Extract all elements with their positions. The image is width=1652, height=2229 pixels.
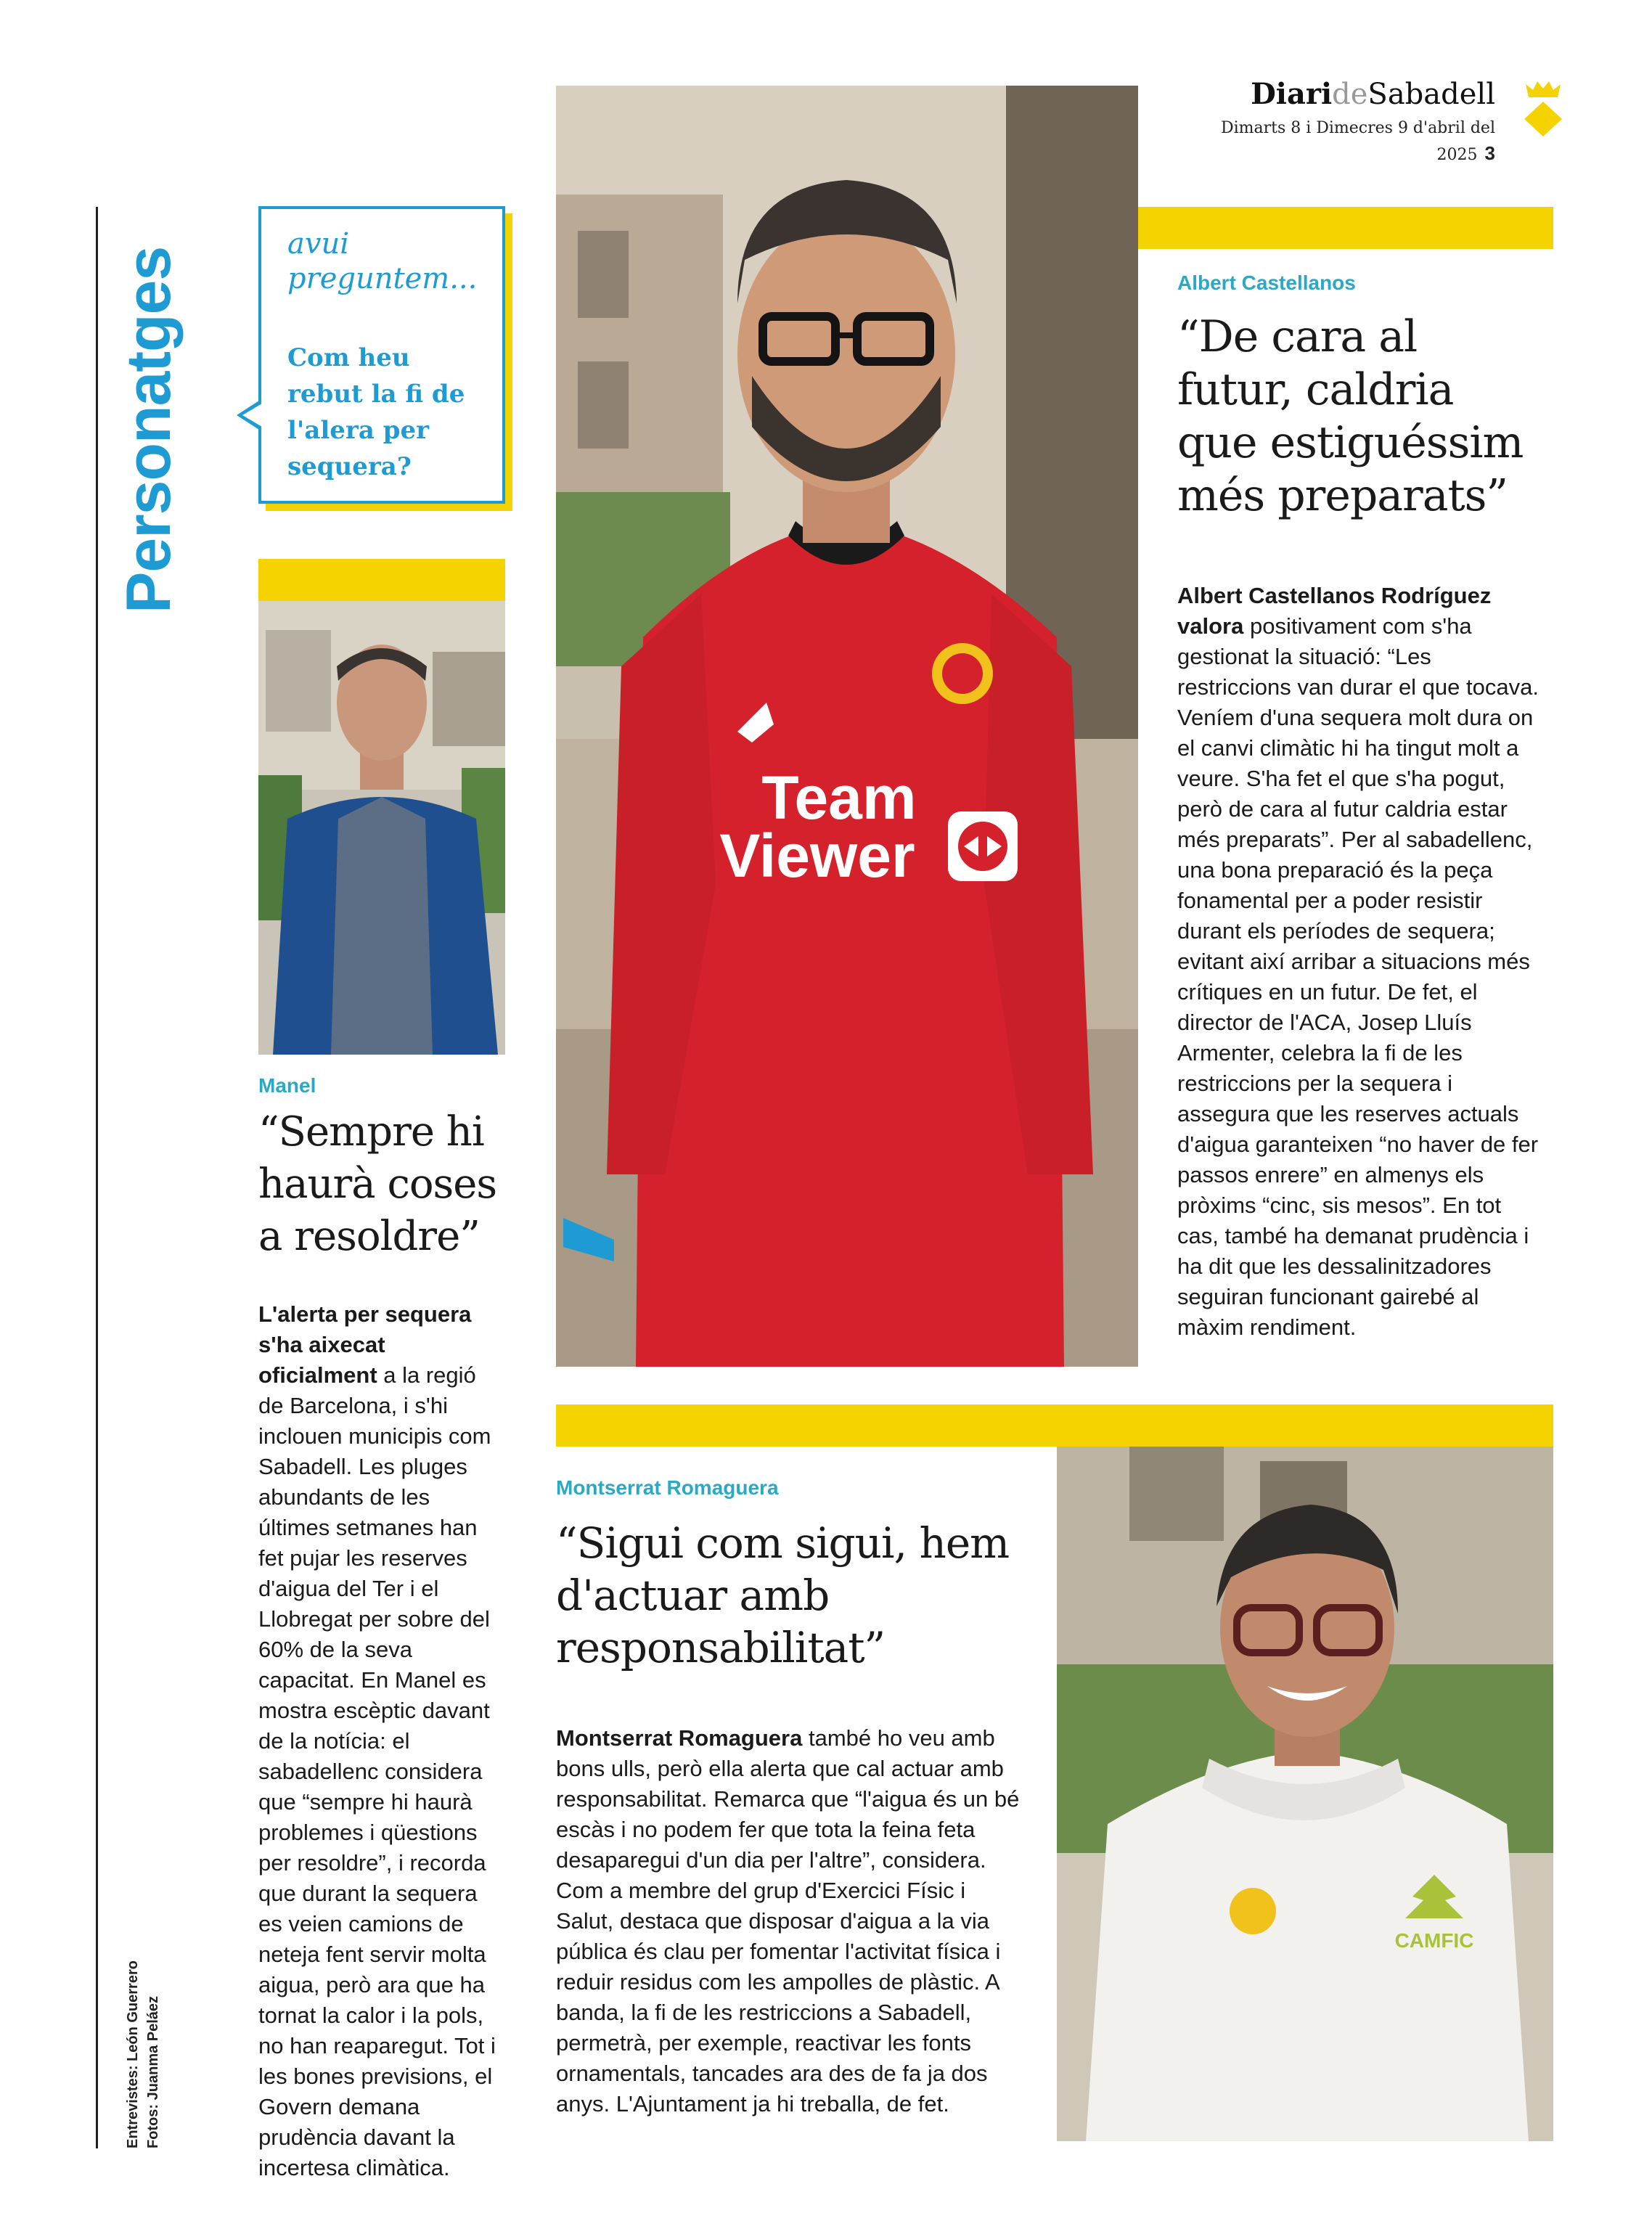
question-intro-line1: avui bbox=[287, 227, 349, 261]
body-albert bbox=[1177, 581, 1540, 1343]
question-box bbox=[258, 206, 505, 504]
body-montserrat bbox=[556, 1723, 1021, 2119]
body-albert-text: positivament com s'ha gestionat la situació: “Les restriccions van durar el que tocava. Veníem d'una sequera molt dura on el canvi climàtic hi ha tingut molt a veure. S'ha fet el que s'ha pogut, però de cara al futur caldria estar més preparats”. Per al sabadellenc, una bona preparació és la peça fonamental per a poder resistir durant els períodes de sequera; evitant així arribar a situacions més crítiques en un futur. De fet, el director de l'ACA, Josep Lluís Armenter, celebra la fi de les restriccions per la sequera i assegura que les reserves actuals d'aigua garanteixen “no haver de fer passos enrere” en almenys els pròxims “cinc, sis mesos”. En tot cas, també ha demanat prudència i ha dit que les dessalinitzadores seguiran funcionant gairebé al màxim rendiment. bbox=[1177, 613, 1539, 1340]
newspaper-name bbox=[1161, 78, 1495, 110]
yellow-bar-montserrat bbox=[556, 1404, 1553, 1447]
quote-montserrat: “Sigui com sigui, hem d'actuar amb responsabilitat” bbox=[556, 1518, 1010, 1672]
name-manel: Manel bbox=[258, 1074, 316, 1097]
photo-manel bbox=[258, 601, 505, 1055]
name-montserrat: Montserrat Romaguera bbox=[556, 1476, 779, 1499]
sabadell-crest-icon bbox=[1523, 80, 1563, 138]
quote-albert: “De cara al futur, caldria que estiguéssim més preparats” bbox=[1177, 311, 1524, 521]
shirt-sponsor-line1: Team bbox=[761, 764, 917, 832]
question-intro-line2: preguntem... bbox=[287, 262, 478, 295]
brand-sabadell: Sabadell bbox=[1367, 78, 1495, 111]
page-number: 3 bbox=[1484, 142, 1495, 164]
credits-interviews: Entrevistes: León Guerrero bbox=[125, 1960, 141, 2148]
speech-tail-inner bbox=[242, 404, 262, 427]
brand-diari: Diari bbox=[1251, 77, 1333, 111]
body-manel-lead: L'alerta per sequera s'ha aixecat oficialment bbox=[258, 1301, 472, 1388]
hoodie-logo-text: CAMFIC bbox=[1394, 1929, 1474, 1952]
body-manel bbox=[258, 1299, 505, 2183]
question-intro bbox=[287, 226, 498, 296]
shirt-sponsor-line2: Viewer bbox=[719, 822, 915, 890]
section-label-text: Personatges bbox=[114, 246, 184, 613]
credits-photos: Fotos: Juanma Peláez bbox=[145, 1995, 161, 2148]
body-albert-lead: Albert Castellanos Rodríguez valora bbox=[1177, 583, 1492, 639]
issue-date: Dimarts 8 i Dimecres 9 d'abril del 2025 bbox=[1220, 119, 1495, 164]
issue-date-line bbox=[1161, 116, 1495, 168]
body-manel-text: a la regió de Barcelona, i s'hi inclouen municipis com Sabadell. Les pluges abundants de les últimes setmanes han fet pujar les reserves d'aigua del Ter i el Llobregat per sobre del 60% de la seva capacitat. En Manel es mostra escèptic davant de la notícia: el sabadellenc considera que “sempre hi haurà problemes i qüestions per resoldre”, i recorda que durant la sequera es veien camions de neteja fent servir molta aigua, però ara que ha tornat la calor i la pols, no han reaparegut. Tot i les bones previsions, el Govern demana prudència davant la incertesa climàtica. bbox=[258, 1362, 496, 2180]
name-albert: Albert Castellanos bbox=[1177, 271, 1356, 294]
masthead bbox=[1161, 78, 1495, 168]
credits bbox=[122, 1894, 173, 2148]
section-rule bbox=[96, 207, 98, 2148]
photo-albert bbox=[556, 86, 1138, 1367]
brand-de: de bbox=[1332, 78, 1368, 111]
yellow-bar-albert bbox=[1138, 207, 1553, 249]
body-montserrat-lead: Montserrat Romaguera bbox=[556, 1725, 803, 1751]
photo-montserrat bbox=[1057, 1447, 1553, 2141]
yellow-bar-manel bbox=[258, 559, 505, 601]
question-text: Com heu rebut la fi de l'alera per sequera? bbox=[287, 343, 465, 481]
body-montserrat-text: també ho veu amb bons ulls, però ella alerta que cal actuar amb responsabilitat. Remarca que “l'aigua és un bé escàs i no podem fer que tota la feina feta desaparegui d'un dia per l'altre”, considera. Com a membre del grup d'Exercici Físic i Salut, destaca que disposar d'aigua a la via pública és clau per fomentar l'activitat física i reduir residus com les ampolles de plàstic. A banda, la fi de les restriccions a Sabadell, permetrà, per exemple, reactivar les fonts ornamentals, tancades ara des de fa ja dos anys. L'Ajuntament ja hi treballa, de fet. bbox=[556, 1725, 1020, 2116]
section-label bbox=[102, 207, 196, 613]
quote-manel: “Sempre hi haurà coses a resoldre” bbox=[258, 1108, 497, 1260]
